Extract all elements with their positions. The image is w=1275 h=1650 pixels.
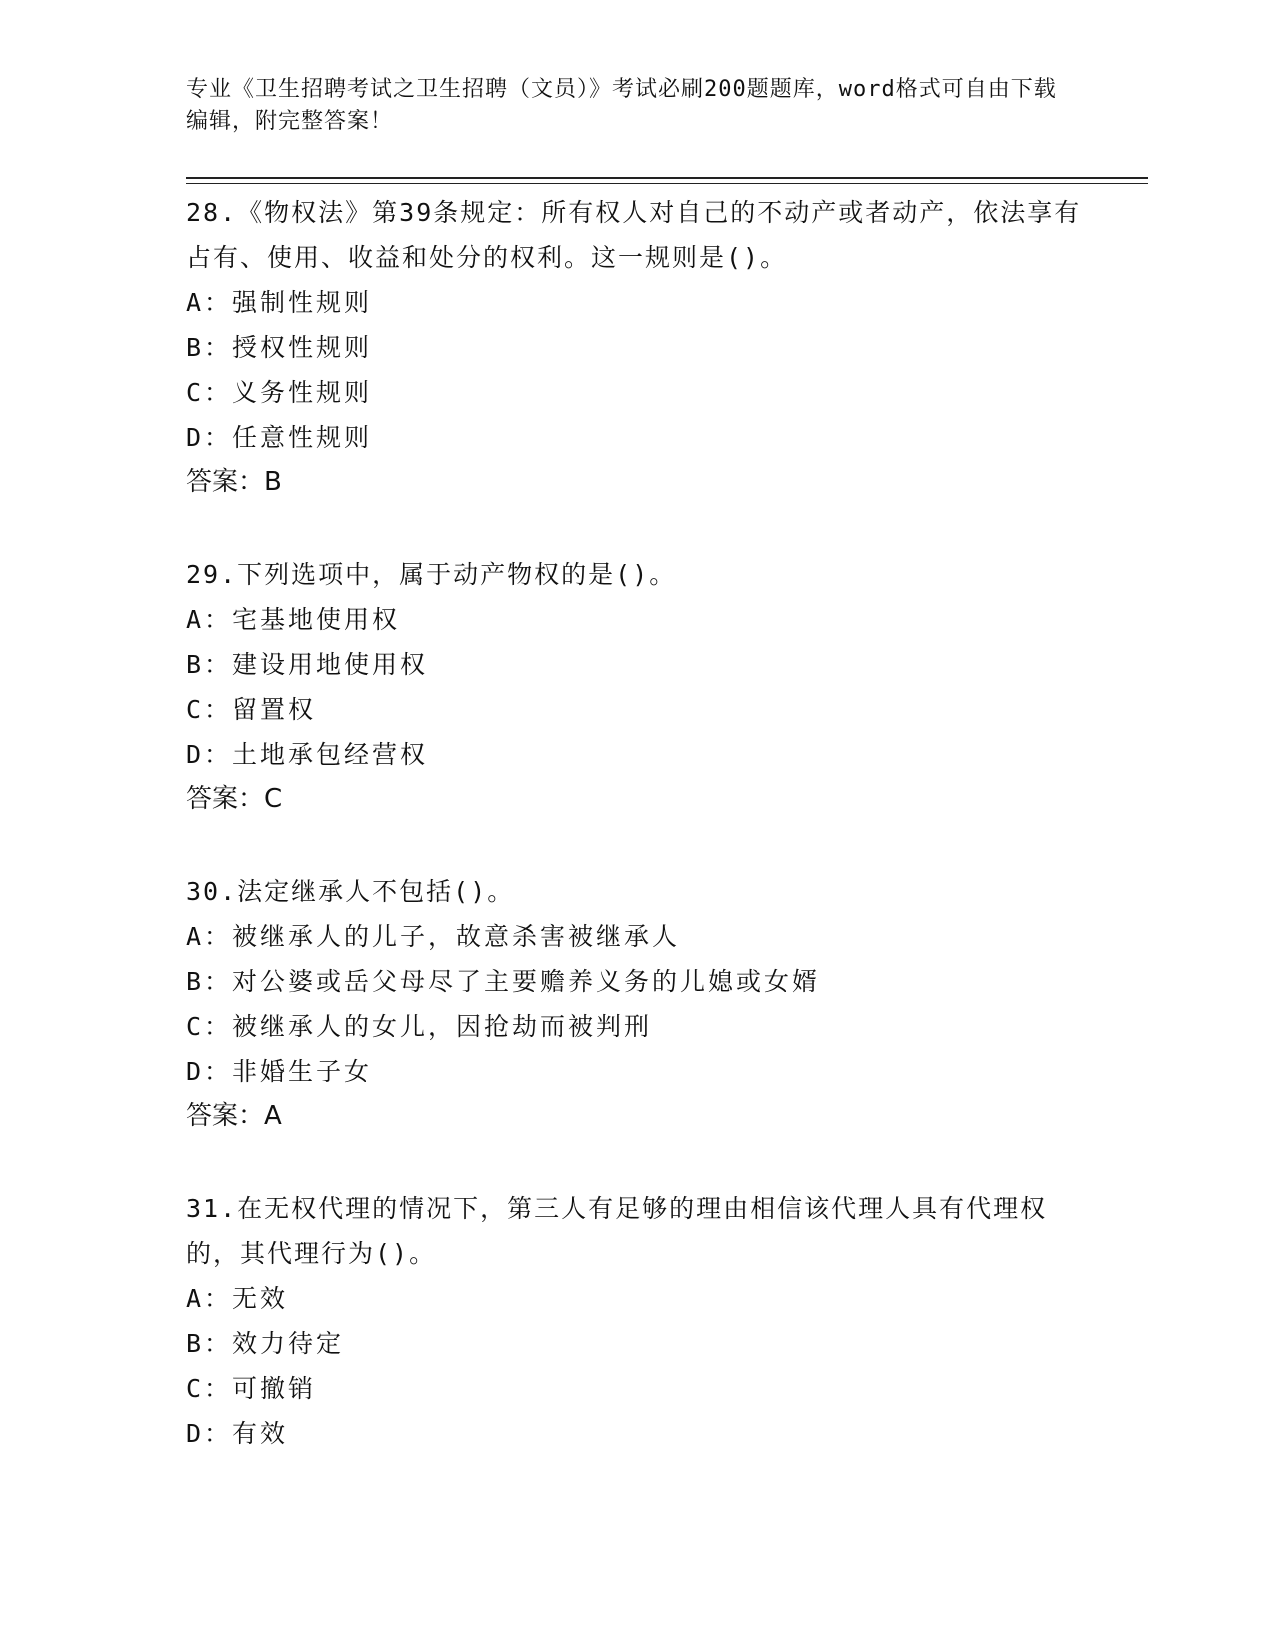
- option-b: B：授权性规则: [186, 333, 373, 362]
- option-d: D：非婚生子女: [186, 1057, 373, 1086]
- question-stem: 29.下列选项中，属于动产物权的是()。: [186, 560, 677, 589]
- question-28: [186, 190, 1086, 505]
- question-list: [186, 190, 1086, 1456]
- option-c: C：被继承人的女儿，因抢劫而被判刑: [186, 1012, 653, 1041]
- option-d: D：有效: [186, 1419, 289, 1448]
- option-a: A：强制性规则: [186, 288, 373, 317]
- option-b: B：对公婆或岳父母尽了主要赡养义务的儿媳或女婿: [186, 967, 821, 996]
- question-31: [186, 1186, 1086, 1456]
- question-stem: 28.《物权法》第39条规定：所有权人对自己的不动产或者动产，依法享有占有、使用、收益和处分的权利。这一规则是()。: [186, 198, 1082, 272]
- spacer: [186, 505, 1086, 552]
- question-stem: 30.法定继承人不包括()。: [186, 877, 515, 906]
- option-d: D：任意性规则: [186, 423, 373, 452]
- question-30: [186, 869, 1086, 1139]
- option-c: C：可撤销: [186, 1374, 317, 1403]
- option-c: C：留置权: [186, 695, 317, 724]
- option-d: D：土地承包经营权: [186, 740, 429, 769]
- option-c: C：义务性规则: [186, 378, 373, 407]
- answer-label: 答案：C: [186, 784, 283, 814]
- document-header: 专业《卫生招聘考试之卫生招聘（文员）》考试必刷200题题库，word格式可自由下载编辑，附完整答案！: [186, 77, 1057, 134]
- answer-label: 答案：A: [186, 1101, 282, 1131]
- question-29: [186, 552, 1086, 822]
- header-divider-thick: [186, 177, 1148, 179]
- option-a: A：无效: [186, 1284, 289, 1313]
- question-stem: 31.在无权代理的情况下，第三人有足够的理由相信该代理人具有代理权的，其代理行为()。: [186, 1194, 1048, 1268]
- spacer: [186, 822, 1086, 869]
- spacer: [186, 1139, 1086, 1186]
- header-divider-thin: [186, 183, 1148, 184]
- option-b: B：效力待定: [186, 1329, 345, 1358]
- option-a: A：被继承人的儿子，故意杀害被继承人: [186, 922, 681, 951]
- option-a: A：宅基地使用权: [186, 605, 401, 634]
- answer-label: 答案：B: [186, 467, 282, 497]
- option-b: B：建设用地使用权: [186, 650, 429, 679]
